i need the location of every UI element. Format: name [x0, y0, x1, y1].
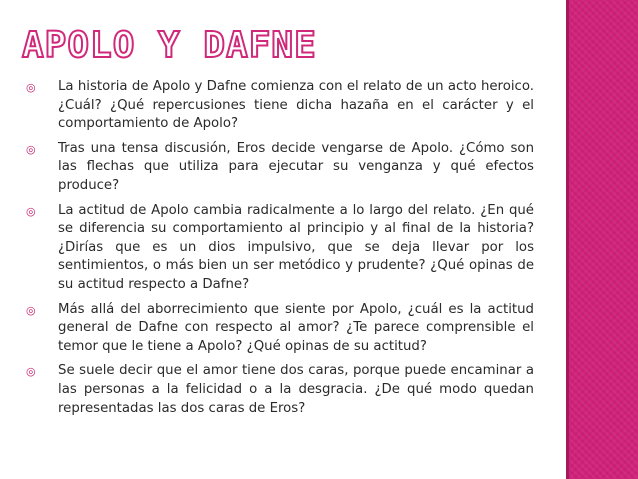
side-bar-edge [566, 0, 569, 479]
bullet-text: Se suele decir que el amor tiene dos caras, porque puede encaminar a las personas a la felicidad o a la desgracia. ¿De qué modo quedan representadas las dos caras de Eros? [58, 363, 534, 416]
bullet-list [26, 78, 534, 424]
decorative-side-bar [566, 0, 638, 479]
bullet-text: Más allá del aborrecimiento que siente por Apolo, ¿cuál es la actitud general de Dafne con respecto al amor? ¿Te parece comprensible el temor que le tiene a Apolo? ¿Qué opinas de su actitud? [58, 301, 534, 354]
bullet-text: La actitud de Apolo cambia radicalmente a lo largo del relato. ¿En qué se diferencia su comportamiento al principio y al final de la historia? ¿Dirías que es un dios impulsivo, que se deja llevar por los sentimientos, o más bien un ser metódico y prudente? ¿Qué opinas de su actitud respecto a Dafne? [58, 202, 534, 292]
target-bullet-icon: ◎ [26, 204, 36, 218]
target-bullet-icon: ◎ [26, 365, 36, 379]
target-bullet-icon: ◎ [26, 81, 36, 94]
target-bullet-icon: ◎ [26, 142, 36, 156]
target-bullet-icon: ◎ [26, 303, 36, 317]
bullet-text: La historia de Apolo y Dafne comienza con el relato de un acto heroico. ¿Cuál? ¿Qué repercusiones tiene dicha hazaña en el carácter y el comportamiento de Apolo? [58, 79, 534, 132]
bullet-item [26, 301, 534, 357]
bullet-item [26, 202, 534, 295]
bullet-item [26, 78, 534, 134]
bullet-item [26, 140, 534, 196]
slide-title: APOLO Y DAFNE [22, 25, 317, 66]
bullet-text: Tras una tensa discusión, Eros decide vengarse de Apolo. ¿Cómo son las flechas que utiliza para ejecutar su venganza y qué efectos produce? [58, 140, 534, 193]
bullet-item [26, 362, 534, 418]
